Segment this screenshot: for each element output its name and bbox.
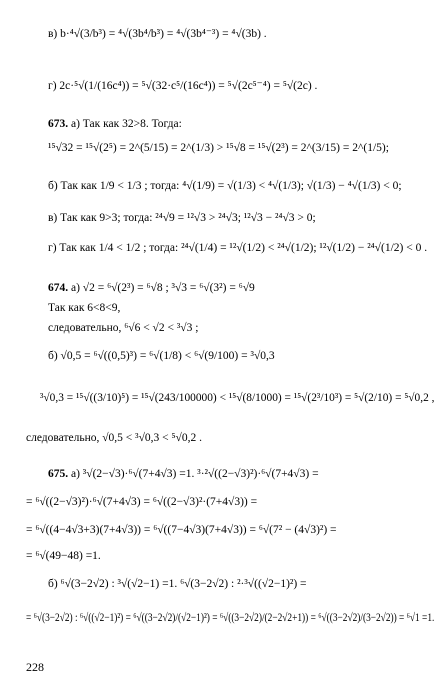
- text-line: [48, 350, 275, 362]
- line-text: ³√0,3 = ¹⁵√((3/10)⁵) = ¹⁵√(243/100000) < ¹⁵√(8/1000) = ¹⁵√(2³/10³) = ⁵√(2/10) = ⁵√0,2 ,: [40, 392, 435, 404]
- text-line: [48, 468, 319, 480]
- line-text: а) ³√(2−√3)·⁶√(7+4√3) =1. ³·²√((2−√3)²)·⁶√(7+4√3) =: [68, 468, 319, 480]
- line-text: б) ⁶√(3−2√2) : ³√(√2−1) =1. ⁶√(3−2√2) : ²·³√((√2−1)²) =: [48, 578, 307, 590]
- line-text: = ⁶√(49−48) =1.: [26, 550, 101, 562]
- line-text: а) √2 = ⁶√(2³) = ⁶√8 ; ³√3 = ⁶√(3²) = ⁶√9: [68, 282, 255, 294]
- text-line: [26, 550, 101, 562]
- line-text: следовательно, √0,5 < ³√0,3 < ⁵√0,2 .: [26, 432, 202, 444]
- line-text: б) Так как 1/9 < 1/3 ; тогда: ⁴√(1/9) = √(1/3) < ⁴√(1/3); √(1/3) − ⁴√(1/3) < 0;: [48, 180, 402, 192]
- text-line: [48, 78, 317, 92]
- line-text: = ⁶√(3−2√2) : ⁶√((√2−1)²) = ⁶√((3−2√2)/(√2−1)²) = ⁶√((3−2√2)/(2−2√2+1)) = ⁶√((3−2√2)/(3−2√2)) = ⁶√1 =1.: [26, 612, 435, 624]
- line-text: г) Так как 1/4 < 1/2 ; тогда: ²⁴√(1/4) = ¹²√(1/2) < ²⁴√(1/2); ¹²√(1/2) − ²⁴√(1/2) < 0 .: [48, 242, 428, 254]
- text-line: [26, 612, 434, 624]
- line-text: следовательно, ⁶√6 < √2 < ³√3 ;: [48, 322, 199, 334]
- line-text: в) Так как 9>3; тогда: ²⁴√9 = ¹²√3 > ²⁴√3; ¹²√3 − ²⁴√3 > 0;: [48, 212, 316, 224]
- line-text: г) 2c·⁵√(1/(16c⁴)) = ⁵√(32·c⁵/(16c⁴)) = ⁵√(2c⁵⁻⁴) = ⁵√(2c) .: [48, 80, 318, 92]
- problem-number: 675.: [48, 468, 69, 480]
- text-line: [48, 242, 427, 254]
- text-line: [26, 432, 202, 444]
- line-text: а) Так как 32>8. Тогда:: [68, 118, 182, 130]
- text-line: [48, 118, 182, 130]
- problem-number: 673.: [48, 118, 69, 130]
- text-line: [48, 322, 198, 334]
- text-line: [48, 212, 316, 224]
- text-line: [26, 524, 337, 536]
- text-line: [40, 392, 434, 404]
- line-text: = ⁶√((2−√3)²)·⁶√(7+4√3) = ⁶√((2−√3)²·(7+4√3)) =: [26, 496, 258, 508]
- line-text: б) √0,5 = ⁶√((0,5)³) = ⁶√(1/8) < ⁶√(9/100) = ³√0,3: [48, 350, 275, 362]
- line-text: = ⁶√((4−4√3+3)(7+4√3)) = ⁶√((7−4√3)(7+4√3)) = ⁶√(7² − (4√3)²) =: [26, 524, 337, 536]
- text-line: [48, 302, 120, 314]
- line-text: ¹⁵√32 = ¹⁵√(2⁵) = 2^(5/15) = 2^(1/3) > ¹⁵√8 = ¹⁵√(2³) = 2^(3/15) = 2^(1/5);: [48, 142, 389, 154]
- text-line: [48, 578, 307, 590]
- text-line: [26, 496, 257, 508]
- text-line: [48, 180, 402, 192]
- problem-number: 674.: [48, 282, 69, 294]
- text-line: [48, 26, 267, 40]
- text-line: [48, 142, 389, 154]
- line-text: в) b·⁴√(3/b³) = ⁴√(3b⁴/b³) = ⁴√(3b⁴⁻³) = ⁴√(3b) .: [48, 28, 267, 40]
- page-number: 228: [26, 660, 44, 674]
- text-line: [48, 282, 255, 294]
- line-text: Так как 6<8<9,: [48, 302, 121, 314]
